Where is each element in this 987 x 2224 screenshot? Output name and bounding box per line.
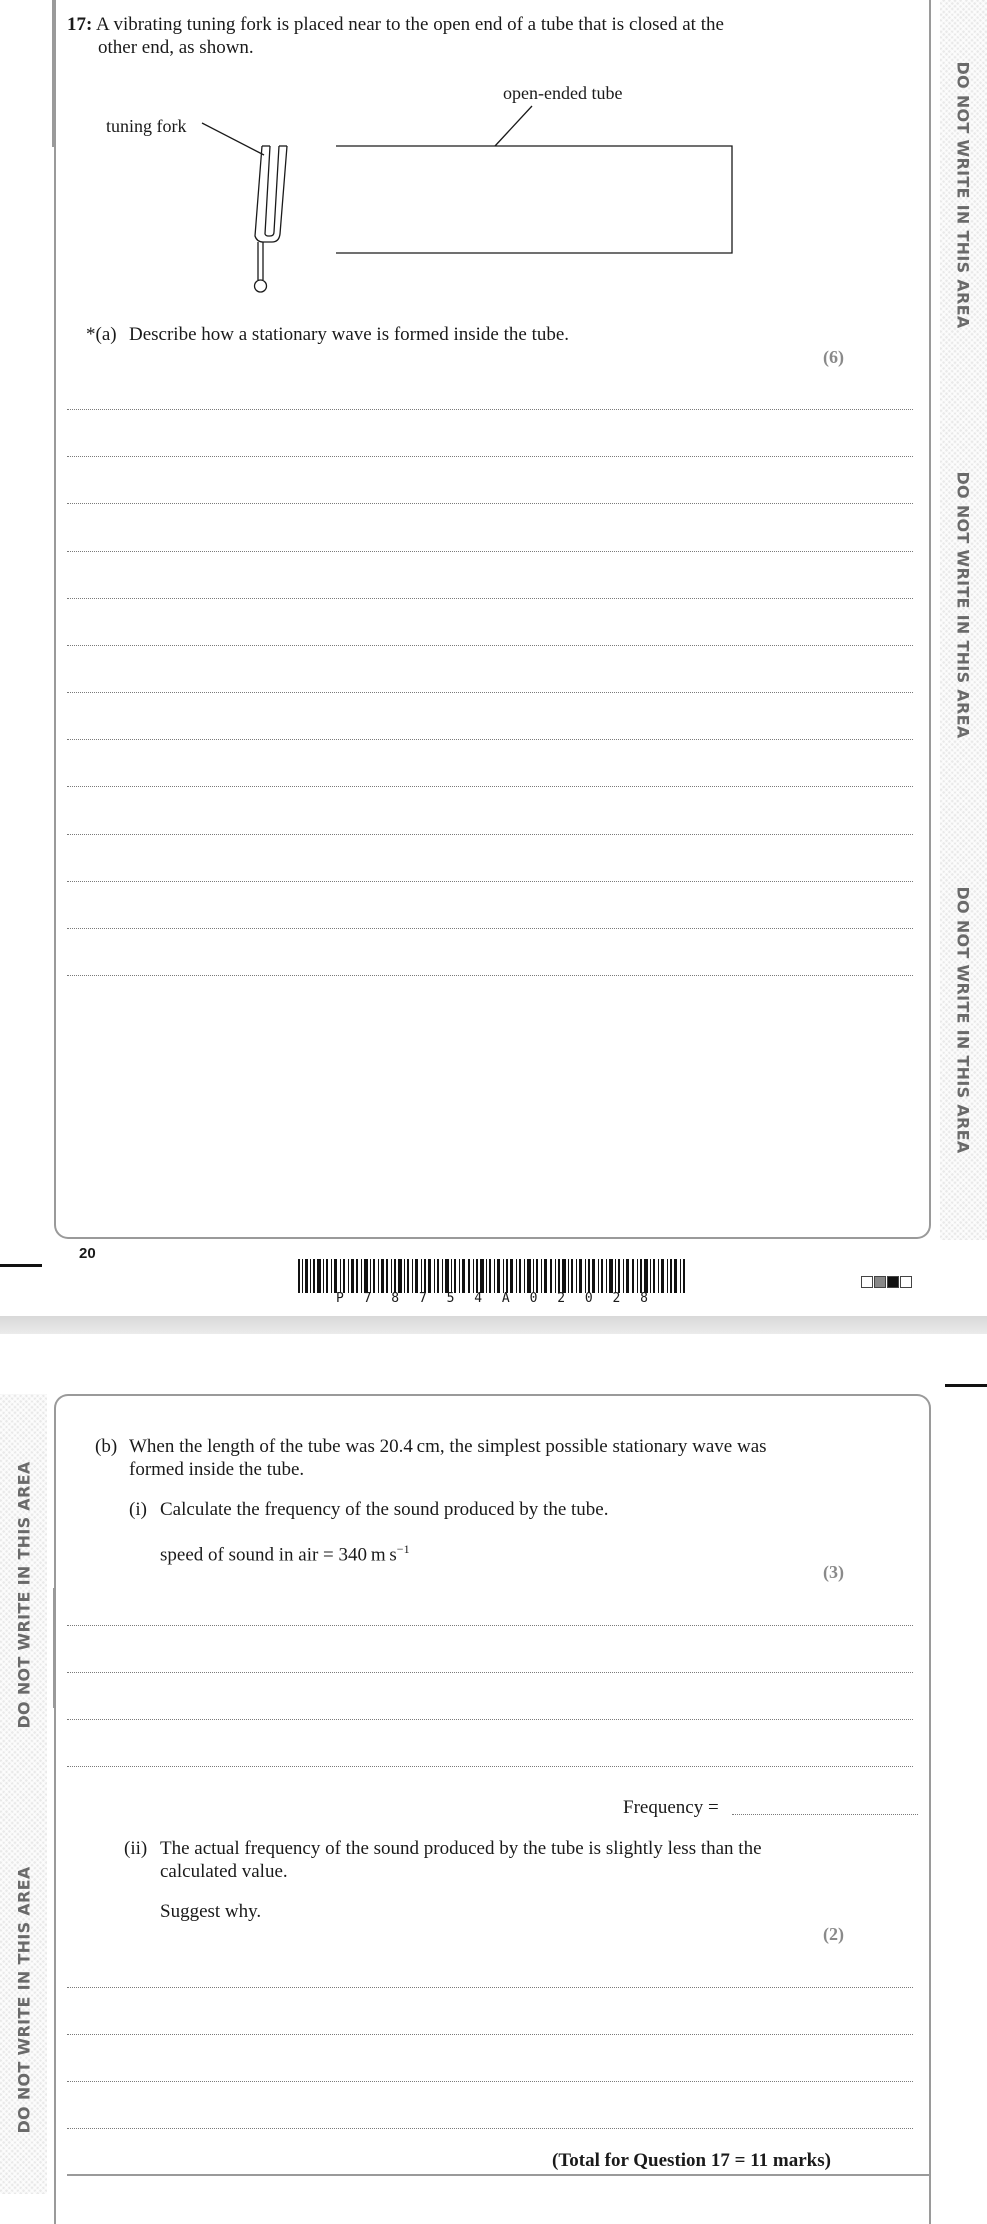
- part-bii-marks: (2): [823, 1924, 844, 1944]
- label-open-ended-tube: open-ended tube: [503, 83, 623, 103]
- part-bi-label: (i): [129, 1499, 147, 1520]
- answer-line[interactable]: [67, 645, 913, 646]
- answer-line[interactable]: [67, 409, 913, 410]
- answer-line[interactable]: [67, 1672, 913, 1673]
- answer-line[interactable]: [67, 2081, 913, 2082]
- margin-warning-3: DO NOT WRITE IN THIS AREA: [953, 886, 973, 1154]
- part-b-label: (b): [95, 1436, 118, 1457]
- answer-line[interactable]: [67, 881, 913, 882]
- part-bii-label: (ii): [124, 1838, 148, 1859]
- header-rule-right: [945, 1384, 987, 1387]
- answer-line[interactable]: [67, 739, 913, 740]
- barcode-text: P 7 8 7 5 4 A 0 2 0 2 8: [336, 1291, 655, 1306]
- part-a-text: Describe how a stationary wave is formed inside the tube.: [129, 324, 570, 345]
- footer-rule-left: [0, 1264, 42, 1267]
- answer-line[interactable]: [67, 834, 913, 835]
- answer-line[interactable]: [67, 2128, 913, 2129]
- answer-line[interactable]: [67, 1625, 913, 1626]
- answer-line[interactable]: [67, 1719, 913, 1720]
- answer-line[interactable]: [67, 928, 913, 929]
- answer-line[interactable]: [67, 786, 913, 787]
- part-b-line1: When the length of the tube was 20.4 cm, the simplest possible stationary wave was: [129, 1436, 767, 1457]
- answer-line[interactable]: [67, 692, 913, 693]
- speed-of-sound-text: speed of sound in air = 340 m s: [160, 1544, 397, 1566]
- margin-warning-2: DO NOT WRITE IN THIS AREA: [953, 471, 973, 739]
- margin-warning-1: DO NOT WRITE IN THIS AREA: [953, 61, 973, 329]
- frequency-answer-line[interactable]: [732, 1814, 918, 1815]
- answer-line[interactable]: [67, 503, 913, 504]
- part-a-label: *(a): [86, 324, 117, 345]
- barcode: [298, 1259, 688, 1293]
- total-marks: (Total for Question 17 = 11 marks): [552, 2150, 831, 2171]
- margin-warning-4: DO NOT WRITE IN THIS AREA: [14, 1461, 34, 1729]
- page-indicator: [861, 1276, 912, 1288]
- part-bii-line1: The actual frequency of the sound produced by the tube is slightly less than the: [160, 1838, 762, 1859]
- part-bii-line2: calculated value.: [160, 1861, 288, 1882]
- answer-line[interactable]: [67, 551, 913, 552]
- answer-line[interactable]: [67, 1766, 913, 1767]
- part-a-marks: (6): [823, 347, 844, 367]
- question-intro-line1: A vibrating tuning fork is placed near to the open end of a tube that is closed at the: [96, 14, 724, 35]
- tuning-fork-icon: [255, 146, 288, 292]
- question-intro-line2: other end, as shown.: [98, 37, 254, 58]
- margin-warning-5: DO NOT WRITE IN THIS AREA: [14, 1866, 34, 2134]
- label-tuning-fork: tuning fork: [106, 116, 187, 136]
- page-separator: [0, 1316, 987, 1334]
- tube-outline: [336, 146, 732, 253]
- tube-diagram: [0, 0, 940, 320]
- answer-line[interactable]: [67, 1987, 913, 1988]
- part-bi-marks: (3): [823, 1562, 844, 1582]
- frequency-label: Frequency =: [623, 1797, 719, 1818]
- answer-line[interactable]: [67, 975, 913, 976]
- speed-of-sound: [160, 1538, 410, 1566]
- question-number: 17:: [67, 14, 93, 35]
- answer-line[interactable]: [67, 456, 913, 457]
- page-number: 20: [79, 1245, 96, 1262]
- answer-line[interactable]: [67, 2034, 913, 2035]
- part-b-line2: formed inside the tube.: [129, 1459, 305, 1480]
- part-bi-text: Calculate the frequency of the sound produced by the tube.: [160, 1499, 609, 1520]
- speed-unit-exponent: −1: [396, 1542, 410, 1556]
- total-rule: [67, 2174, 929, 2176]
- fork-leader-line: [202, 123, 264, 155]
- suggest-why: Suggest why.: [160, 1901, 262, 1922]
- answer-line[interactable]: [67, 598, 913, 599]
- tube-leader-line: [495, 106, 532, 146]
